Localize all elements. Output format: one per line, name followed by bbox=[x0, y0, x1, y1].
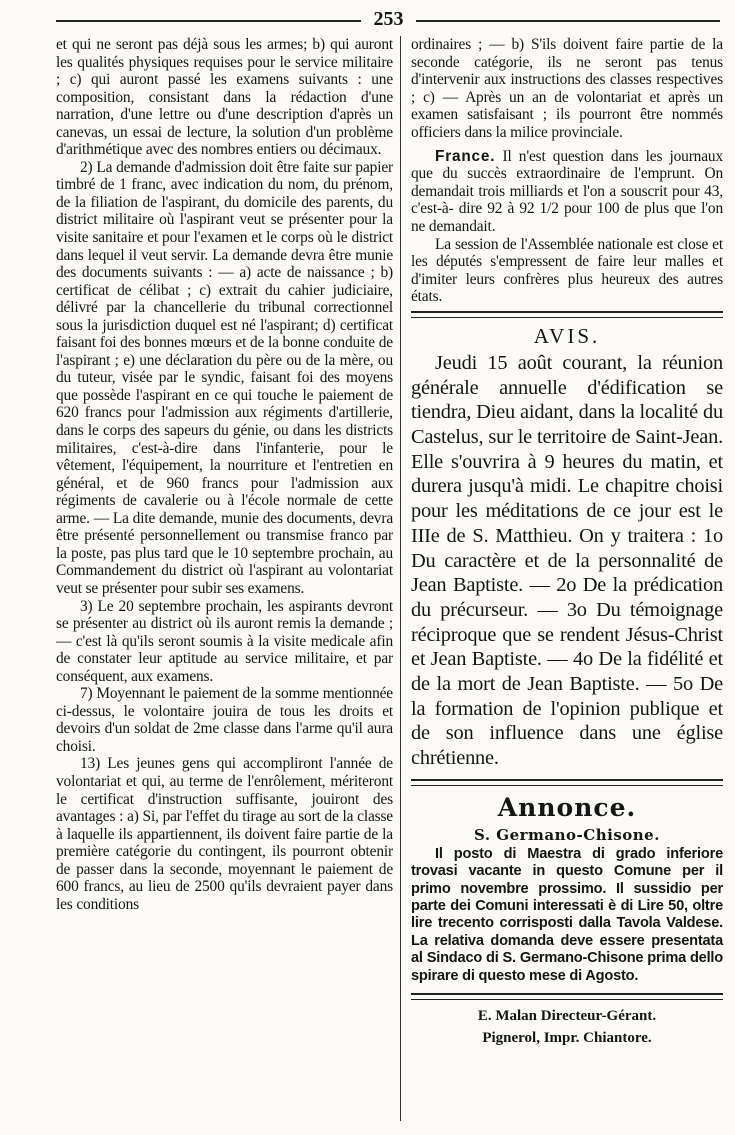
printer-line: Pignerol, Impr. Chiantore. bbox=[482, 1030, 652, 1047]
left-paragraph-3: 3) Le 20 septembre prochain, les aspirants devront se présenter au district où ils auront remis la demande ; — c'est là qu'ils seront soumis à la visite medicale afin de constater leur aptitude au service militaire, et par conséquent, aux examens. bbox=[56, 597, 393, 685]
continuation-paragraph: ordinaires ; — b) S'ils doivent faire partie de la seconde catégorie, ils ne seront pas tenus d'intervenir aux instructions des classes respectives ; c) — Après un an de volontariat et après un examen satisfaisant ; ils pourront être nommés officiers dans la milice provinciale. bbox=[411, 36, 723, 141]
column-divider bbox=[400, 36, 401, 1121]
page-number: 253 bbox=[373, 8, 404, 30]
annonce-body: Il posto di Maestra di grado inferiore trovasi vacante in questo Comune per il primo novembre prossimo. Il sussidio per parte dei Comuni interessati è di Lire 50, oltre lire trecento corrisposti dalla Tavola Valdese. La relativa domanda deve essere presentata al Sindaco di S. Germano-Chisone prima dello spirare di questo mese di Agosto. bbox=[411, 845, 723, 984]
left-paragraph-2: 2) La demande d'admission doit être faite sur papier timbré de 1 franc, avec indication du nom, du prénom, de la filiation de l'aspirant, du domicile des parents, du district militaire où l'aspirant veut se présenter pour la visite sanitaire et pour l'examen et le corps où le district dans lequel il veut servir. La demande devra être munie des documents suivants : — a) acte de naissance ; b) certificat de célibat ; c) extrait du cahier judiciaire, délivré par la chancellerie du tribunal correctionnel sous la jurisdiction duquel est né l'aspirant; d) certificat faisant foi des bonnes mœurs et de la bonne conduite de l'aspirant ; e) une déclaration du père ou de la mère, ou du tuteur, visée par le syndic, faisant foi des moyens que possède l'aspirant en ce qui touche le paiement de 620 francs pour l'admission aux régiments d'artillerie, dans le corps des sapeurs du génie, ou dans les districts militaires, c'est-à-dire dans l'infanterie, pour le vêtement, l'équipement, la nourriture et l'entretien en général, et de 960 francs pour l'admission aux régiments de cavalerie ou à l'école normale de cette arme. — La dite demande, munie des documents, devra être présenté personnellement ou transmise franco par la poste, pas plus tard que le 10 septembre prochain, au Commandement du district où l'aspirant au volontariat veut se présenter pour subir ses examens. bbox=[56, 158, 393, 597]
avis-body: Jeudi 15 août courant, la réunion générale annuelle d'édification se tiendra, Dieu aidant, dans la localité du Castelus, sur le territoire de Saint-Jean. Elle s'ouvrira à 9 heures du matin, et durera jusqu'à midi. Le chapitre choisi pour les méditations de ce jour est le IIIe de S. Matthieu. On y traitera : 1o Du caractère et de la personnalité de Jean Baptiste. — 2o De la prédication du précurseur. — 3o Du témoignage réciproque que se rendent Jésus-Christ et Jean Baptiste. — 4o De la fidélité et de la mort de Jean Baptiste. — 5o De la formation de l'opinion publique et de son influence dans une église chrétienne. bbox=[411, 351, 723, 770]
right-column bbox=[411, 36, 723, 1049]
header-rule-right bbox=[416, 20, 720, 22]
avis-title: AVIS. bbox=[533, 323, 601, 348]
page-header bbox=[56, 6, 720, 32]
section-divider-2 bbox=[411, 779, 723, 786]
left-paragraph-1: et qui ne seront pas déjà sous les armes; b) qui auront les qualités physiques requises pour le service militaire ; c) qui auront passé les examens suivants : une composition, consistant dans la rédaction d'une narration, d'une lettre ou d'une description d'après un canevas, un essai de lecture, la solution d'un problème d'arithmétique avec des nombres entiers ou décimaux. bbox=[56, 36, 393, 159]
section-divider bbox=[411, 311, 723, 318]
annonce-subtitle: S. Germano-Chisone. bbox=[474, 825, 660, 844]
france-text: Il n'est question dans les journaux que du succès extraordinaire de l'emprunt. On demandait trois milliards et l'on a souscrit pour 43, c'est-à- dire 92 à 92 1/2 pour 100 de plus que l'on ne demandait. bbox=[411, 147, 723, 235]
session-paragraph: La session de l'Assemblée nationale est close et les députés s'empressent de faire leur malles et d'imiter leurs confrères plus heureux des autres états. bbox=[411, 235, 723, 306]
section-divider-3 bbox=[411, 993, 723, 1000]
left-paragraph-5: 13) Les jeunes gens qui accompliront l'année de volontariat et qui, au terme de l'enrôlement, mériteront le certificat d'instruction suffisante, jouiront des avantages : a) Si, par l'effet du tirage au sort de la classe à laquelle ils appartiennent, ils doivent faire partie de la première catégorie du contingent, ils pourront obtenir de passer dans la seconde, moyennant le paiement de 600 francs, au lieu de 2500 qu'ils devraient payer dans les conditions bbox=[56, 755, 393, 913]
header-rule-left bbox=[56, 20, 361, 22]
left-column bbox=[56, 36, 393, 913]
france-heading: France. bbox=[435, 147, 496, 165]
france-news bbox=[411, 148, 723, 236]
left-paragraph-4: 7) Moyennant le paiement de la somme mentionnée ci-dessus, le volontaire jouira de tous les droits et devoirs d'un soldat de 2me classe dans l'arme qu'il aura choisi. bbox=[56, 685, 393, 755]
annonce-title: Annonce. bbox=[497, 792, 637, 822]
signature-line: E. Malan Directeur-Gérant. bbox=[477, 1008, 657, 1025]
